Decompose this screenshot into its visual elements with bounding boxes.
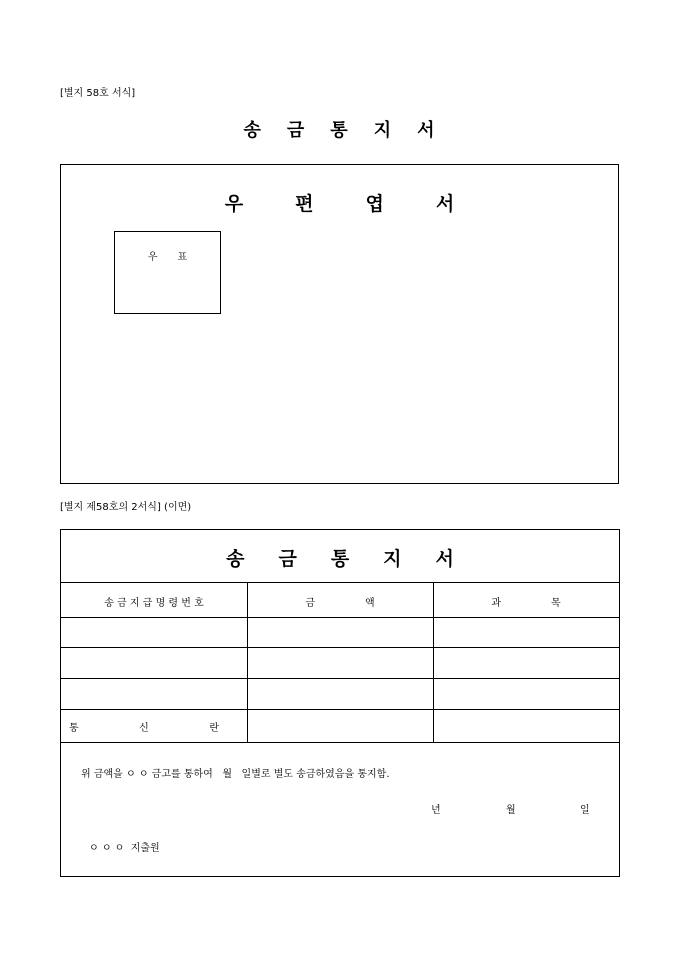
date-year: 년 [431,805,441,816]
table-rule [61,617,619,618]
header-amount: 금 액 [305,598,375,609]
table-rule [61,742,619,743]
table-rule [61,678,619,679]
page-title: 송 금 통 지 서 [243,120,437,141]
table-rule [61,582,619,583]
header-order-number: 송 금 지 급 명 령 번 호 [104,598,204,609]
stamp-label: 우 표 [147,252,188,263]
table-rule [61,709,619,710]
date-month: 월 [506,805,516,816]
table-title: 송 금 통 지 서 [226,548,454,570]
header-subject: 과 목 [491,598,561,609]
table-rule [61,647,619,648]
postcard-frame [60,164,619,484]
back-label: [별지 제58호의 2서식] (이면) [60,502,192,513]
form-label: [별지 58호 서식] [60,88,136,99]
date-day: 일 [580,805,590,816]
remittance-table [60,529,620,877]
communication-label: 통 신 란 [69,723,219,734]
signatory: ㅇ ㅇ ㅇ 지출원 [89,843,160,854]
postcard-title: 우 편 엽 서 [224,193,455,215]
stamp-box [114,231,221,314]
notice-text: 위 금액을 ㅇ ㅇ 금고를 통하여 월 일별로 별도 송금하였음을 통지함. [81,769,390,780]
